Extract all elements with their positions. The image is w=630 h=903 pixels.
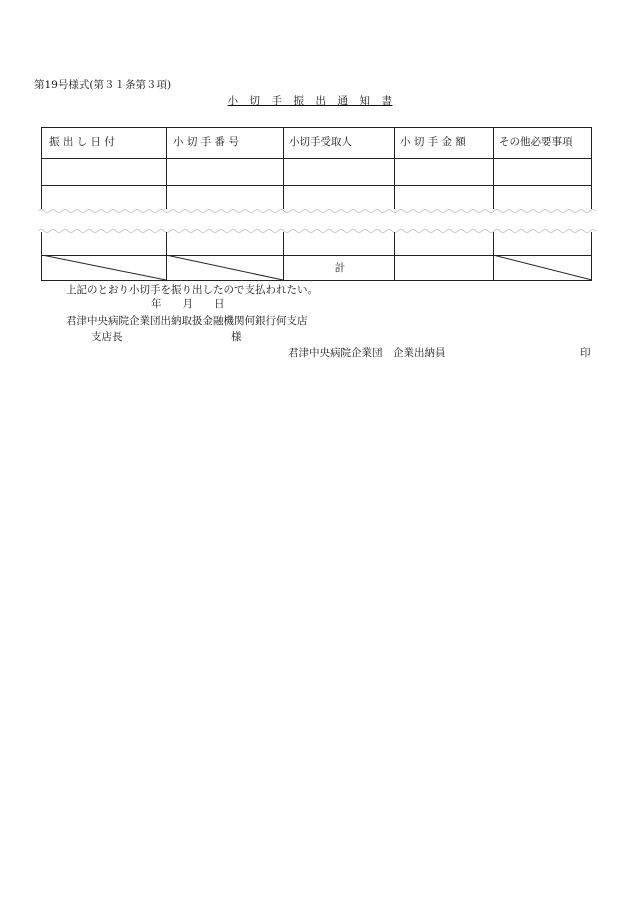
total-label: 計 [334,262,346,274]
check-table-lower [41,232,592,281]
check-table-upper [41,127,592,209]
header-check-number: 小 切 手 番 号 [173,136,239,148]
seal-mark: 印 [580,347,591,359]
addressee-honorific: 様 [231,331,242,343]
header-check-amount: 小 切 手 金 額 [400,136,466,148]
diagonal-strike [493,255,592,280]
diagonal-strike [166,255,283,280]
column-divider [166,128,167,209]
column-divider [283,232,284,280]
addressee-bank: 君津中央病院企業団出納取扱金融機関何銀行何支店 [66,315,308,327]
header-check-payee: 小切手受取人 [289,136,352,148]
addressee-manager: 支店長 [91,331,123,343]
body-sentence: 上記のとおり小切手を振り出したので支払われたい。 [66,284,318,296]
column-divider [394,128,395,209]
column-divider [493,128,494,209]
row-divider [42,158,591,159]
header-issue-date: 振 出 し 日 付 [49,136,115,148]
column-divider [283,128,284,209]
header-other-matters: その他必要事項 [499,136,573,148]
issuer-signature: 君津中央病院企業団 企業出納員 [288,347,446,359]
diagonal-strike [42,255,166,280]
form-number: 第19号様式(第３１条第３項) [34,79,172,91]
date-line: 年 月 日 [151,298,225,310]
row-divider [42,185,591,186]
document-title: 小 切 手 振 出 通 知 書 [227,95,393,107]
